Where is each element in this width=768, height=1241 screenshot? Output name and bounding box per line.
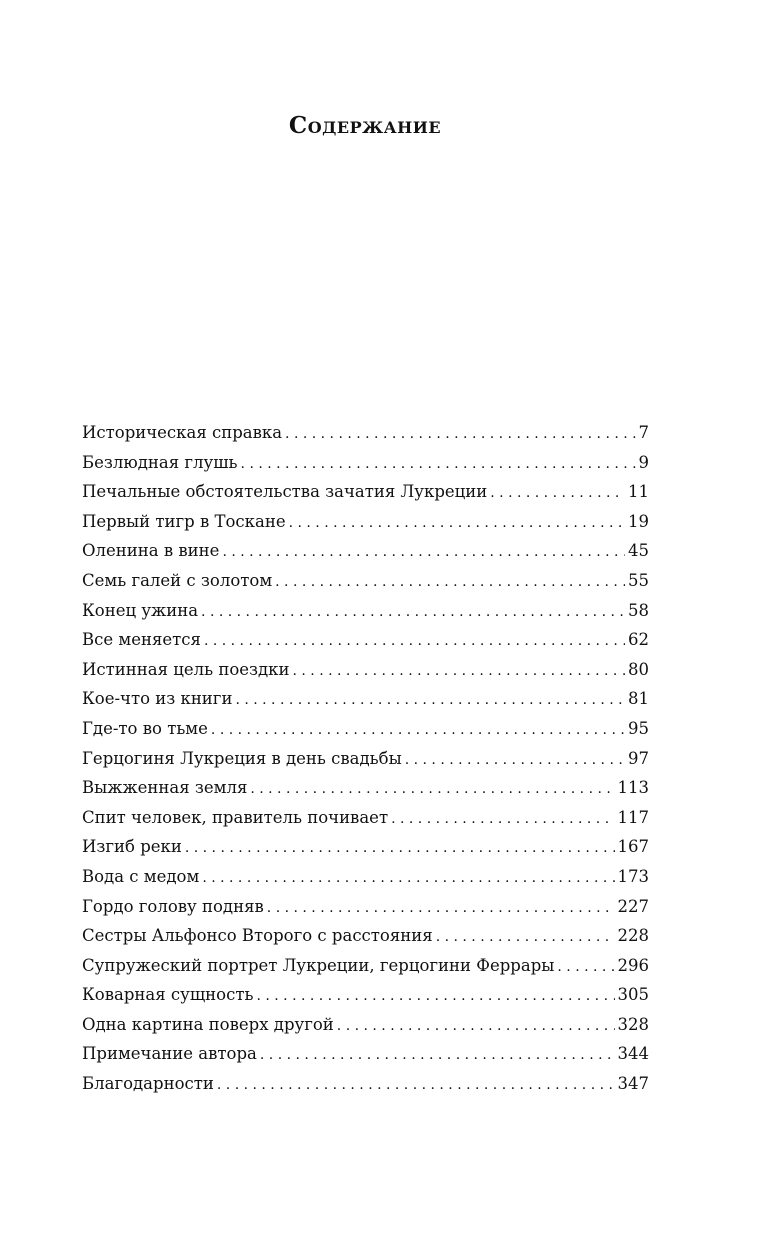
toc-dot-leader — [490, 479, 625, 509]
toc-entry-title: Одна картина поверх другой — [82, 1014, 334, 1034]
toc-entry-page: 55 — [628, 570, 649, 590]
toc-entry — [82, 714, 649, 744]
toc-entry-title: Все меняется — [82, 630, 201, 650]
toc-entry-page: 117 — [617, 807, 649, 827]
toc-entry-page: 347 — [617, 1074, 649, 1094]
toc-dot-leader — [204, 627, 625, 657]
toc-entry-title: Гордо голову подняв — [82, 896, 264, 916]
toc-entry-page: 9 — [638, 452, 649, 472]
toc-entry-title: Сестры Альфонсо Второго с расстояния — [82, 926, 433, 946]
toc-entry — [82, 477, 649, 507]
toc-dot-leader — [267, 894, 615, 924]
toc-dot-leader — [256, 982, 614, 1012]
toc-entry-page: 80 — [628, 659, 649, 679]
toc-entry-title: Изгиб реки — [82, 837, 182, 857]
toc-dot-leader — [250, 775, 614, 805]
toc-entry-title: Истинная цель поездки — [82, 659, 290, 679]
toc-entry-page: 344 — [617, 1044, 649, 1064]
toc-dot-leader — [337, 1012, 615, 1042]
toc-entry — [82, 596, 649, 626]
table-of-contents — [82, 418, 649, 1099]
toc-entry — [82, 655, 649, 685]
toc-entry-page: 228 — [617, 926, 649, 946]
toc-entry-title: Коварная сущность — [82, 985, 254, 1005]
toc-dot-leader — [293, 657, 626, 687]
toc-dot-leader — [557, 953, 614, 983]
toc-dot-leader — [202, 864, 614, 894]
toc-entry-title: Спит человек, правитель почивает — [82, 807, 389, 827]
toc-entry-title: Первый тигр в Тоскане — [82, 511, 286, 531]
toc-dot-leader — [185, 834, 615, 864]
page-title: Содержание — [288, 112, 442, 139]
toc-entry — [82, 1010, 649, 1040]
toc-entry — [82, 536, 649, 566]
toc-entry-title: Примечание автора — [82, 1044, 257, 1064]
toc-entry — [82, 507, 649, 537]
toc-entry — [82, 744, 649, 774]
toc-entry-page: 95 — [628, 718, 649, 738]
toc-dot-leader — [289, 509, 625, 539]
toc-entry-page: 296 — [617, 955, 649, 975]
toc-dot-leader — [241, 450, 636, 480]
toc-entry-title: Супружеский портрет Лукреции, герцогини Феррары — [82, 955, 555, 975]
toc-entry-page: 45 — [628, 541, 649, 561]
toc-entry — [82, 832, 649, 862]
toc-entry-title: Оленина в вине — [82, 541, 220, 561]
toc-dot-leader — [235, 686, 625, 716]
toc-entry-title: Печальные обстоятельства зачатия Лукреции — [82, 482, 488, 502]
toc-entry-page: 19 — [628, 511, 649, 531]
toc-entry-page: 81 — [628, 689, 649, 709]
toc-entry-page: 62 — [628, 630, 649, 650]
toc-entry — [82, 921, 649, 951]
toc-entry — [82, 418, 649, 448]
toc-entry-title: Кое-что из книги — [82, 689, 233, 709]
toc-entry — [82, 566, 649, 596]
toc-dot-leader — [260, 1041, 615, 1071]
toc-entry-page: 167 — [617, 837, 649, 857]
toc-entry-page: 113 — [617, 778, 649, 798]
toc-dot-leader — [391, 805, 614, 835]
toc-entry-title: Где-то во тьме — [82, 718, 208, 738]
toc-entry — [82, 1069, 649, 1099]
toc-entry-page: 97 — [628, 748, 649, 768]
toc-entry-title: Благодарности — [82, 1074, 214, 1094]
toc-entry — [82, 1039, 649, 1069]
toc-entry — [82, 862, 649, 892]
toc-entry — [82, 892, 649, 922]
toc-entry-title: Семь галей с золотом — [82, 570, 273, 590]
toc-entry-page: 58 — [628, 600, 649, 620]
toc-entry-page: 328 — [617, 1014, 649, 1034]
toc-dot-leader — [285, 420, 635, 450]
toc-entry-page: 7 — [638, 423, 649, 442]
toc-dot-leader — [222, 538, 625, 568]
toc-entry — [82, 980, 649, 1010]
toc-entry-title: Конец ужина — [82, 600, 199, 620]
toc-dot-leader — [217, 1071, 615, 1101]
toc-entry-title: Выжженная земля — [82, 778, 248, 798]
toc-entry-page: 227 — [617, 896, 649, 916]
toc-entry — [82, 684, 649, 714]
toc-dot-leader — [201, 598, 625, 628]
toc-entry-title: Вода с медом — [82, 866, 200, 886]
toc-dot-leader — [211, 716, 625, 746]
toc-entry — [82, 803, 649, 833]
toc-entry-title: Историческая справка — [82, 423, 283, 442]
toc-dot-leader — [436, 923, 615, 953]
toc-dot-leader — [405, 746, 625, 776]
toc-entry — [82, 625, 649, 655]
toc-entry-title: Герцогиня Лукреция в день свадьбы — [82, 748, 402, 768]
toc-entry — [82, 773, 649, 803]
toc-entry — [82, 448, 649, 478]
toc-entry-title: Безлюдная глушь — [82, 452, 238, 472]
toc-entry-page: 11 — [628, 482, 649, 502]
toc-entry-page: 305 — [617, 985, 649, 1005]
toc-entry — [82, 951, 649, 981]
toc-dot-leader — [275, 568, 625, 598]
toc-entry-page: 173 — [617, 866, 649, 886]
